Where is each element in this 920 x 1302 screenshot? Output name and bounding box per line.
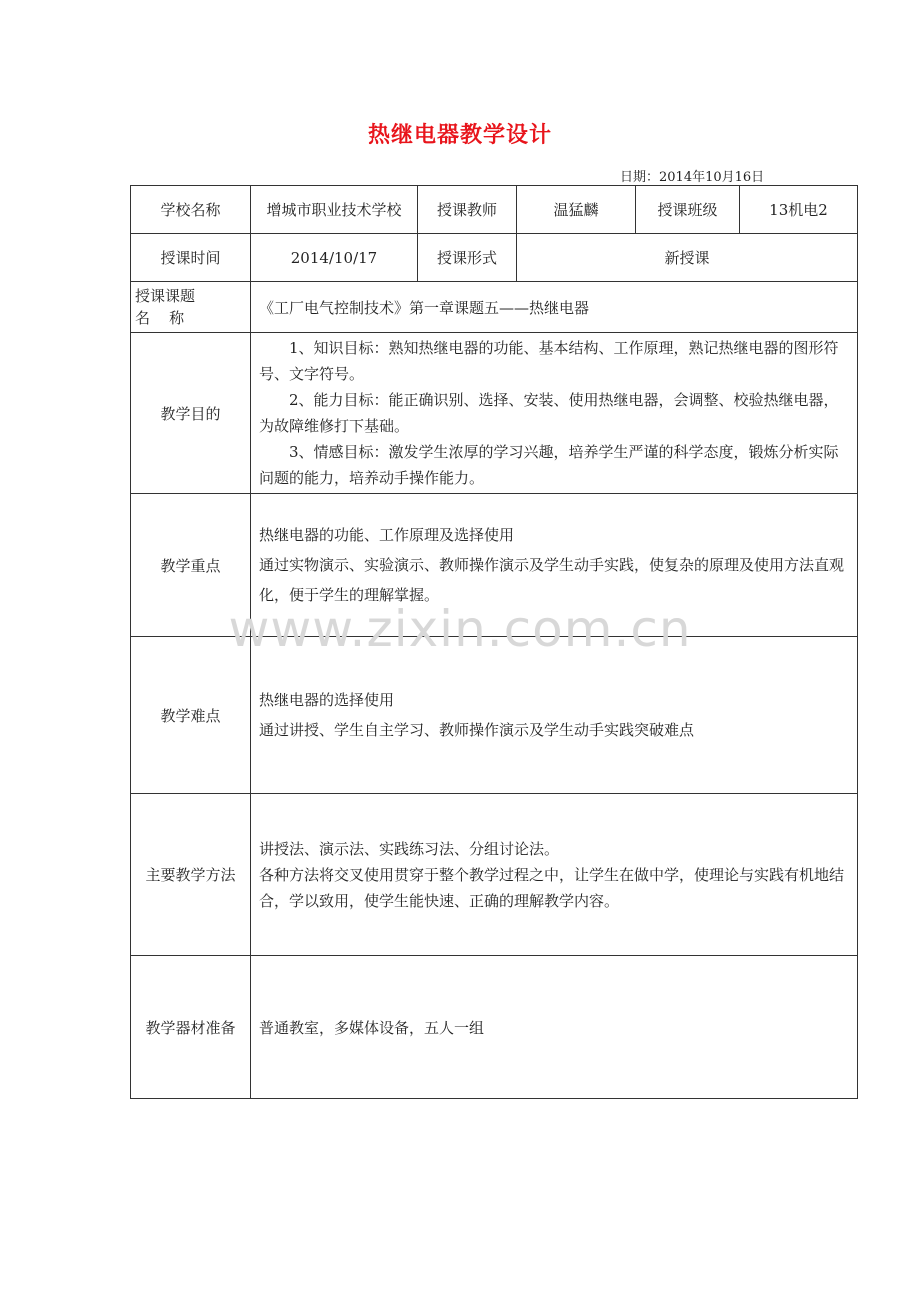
table-row-difficulties xyxy=(131,637,858,794)
difficulties-line1: 热继电器的选择使用 xyxy=(259,691,395,709)
table-row-school xyxy=(131,186,858,234)
topic-label-line1: 授课课题 xyxy=(135,287,196,305)
difficulties-label: 教学难点 xyxy=(131,637,251,794)
time-value: 2014/10/17 xyxy=(251,234,418,282)
topic-label-line2: 名 称 xyxy=(135,309,185,327)
teacher-value: 温猛麟 xyxy=(517,186,636,234)
key-points-label: 教学重点 xyxy=(131,494,251,637)
difficulties-line2: 通过讲授、学生自主学习、教师操作演示及学生动手实践突破难点 xyxy=(259,721,695,739)
equipment-value: 普通教室，多媒体设备，五人一组 xyxy=(251,956,858,1099)
objective-knowledge: 1、知识目标：熟知热继电器的功能、基本结构、工作原理，熟记热继电器的图形符号、文字符号。 xyxy=(259,339,839,383)
table-row-topic xyxy=(131,282,858,333)
school-label: 学校名称 xyxy=(131,186,251,234)
methods-content xyxy=(251,794,858,956)
class-value: 13机电2 xyxy=(740,186,858,234)
table-row-equipment xyxy=(131,956,858,1099)
topic-value: 《工厂电气控制技术》第一章课题五——热继电器 xyxy=(251,282,858,333)
key-points-line1: 热继电器的功能、工作原理及选择使用 xyxy=(259,526,515,544)
table-row-time xyxy=(131,234,858,282)
methods-label: 主要教学方法 xyxy=(131,794,251,956)
key-points-line2: 通过实物演示、实验演示、教师操作演示及学生动手实践，使复杂的原理及使用方法直观化，便于学生的理解掌握。 xyxy=(259,556,845,604)
table-row-methods xyxy=(131,794,858,956)
form-value: 新授课 xyxy=(517,234,858,282)
form-label: 授课形式 xyxy=(418,234,517,282)
methods-line1: 讲授法、演示法、实践练习法、分组讨论法。 xyxy=(259,839,560,858)
document-title: 热继电器教学设计 xyxy=(367,122,552,148)
difficulties-content xyxy=(251,637,858,794)
time-label: 授课时间 xyxy=(131,234,251,282)
objective-emotion: 3、情感目标：激发学生浓厚的学习兴趣，培养学生严谨的科学态度，锻炼分析实际问题的能力，培养动手操作能力。 xyxy=(259,443,839,487)
school-value: 增城市职业技术学校 xyxy=(251,186,418,234)
teacher-label: 授课教师 xyxy=(418,186,517,234)
methods-line2: 各种方法将交叉使用贯穿于整个教学过程之中，让学生在做中学，使理论与实践有机地结合，学以致用，使学生能快速、正确的理解教学内容。 xyxy=(259,865,845,910)
objective-ability: 2、能力目标：能正确识别、选择、安装、使用热继电器，会调整、校验热继电器，为故障维修打下基础。 xyxy=(259,391,839,435)
topic-label xyxy=(131,282,251,333)
equipment-label: 教学器材准备 xyxy=(131,956,251,1099)
date-line: 日期：2014年10月16日 xyxy=(620,170,765,185)
objectives-content xyxy=(251,333,858,494)
table-row-objectives xyxy=(131,333,858,494)
watermark: www.zixin.com.cn xyxy=(228,600,692,658)
objectives-label: 教学目的 xyxy=(131,333,251,494)
class-label: 授课班级 xyxy=(636,186,740,234)
